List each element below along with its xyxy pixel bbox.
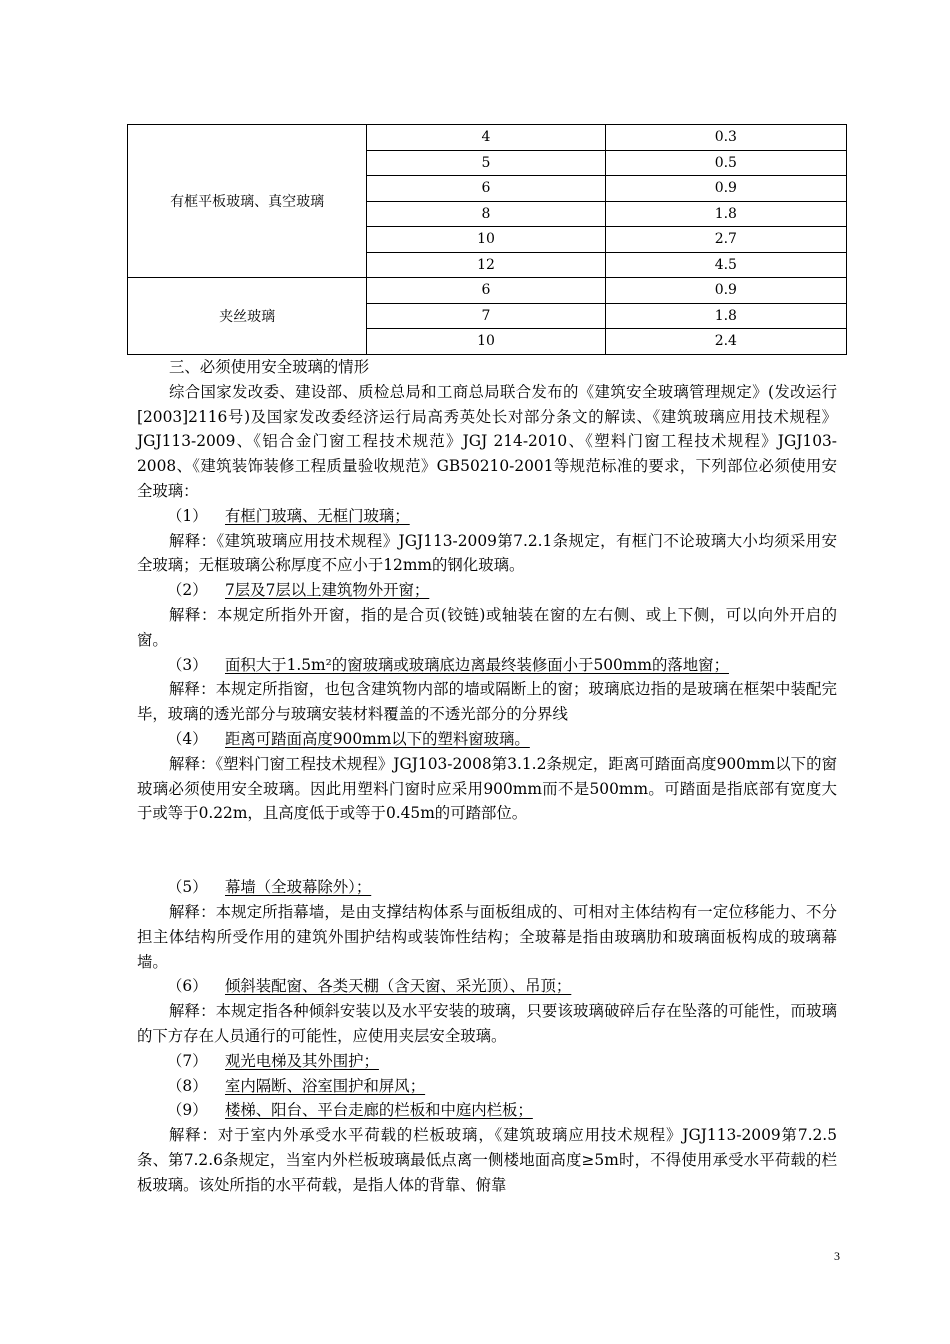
- body-text: [137, 355, 837, 1198]
- thickness-cell: 12: [367, 252, 605, 278]
- item-explanation: 解释：本规定所指窗，也包含建筑物内部的墙或隔断上的窗；玻璃底边指的是玻璃在框架中装配完毕，玻璃的透光部分与玻璃安装材料覆盖的不透光部分的分界线: [137, 680, 837, 724]
- table-category-cell: 夹丝玻璃: [128, 278, 367, 355]
- item-title: 距离可踏面高度900mm以下的塑料窗玻璃。: [225, 729, 530, 748]
- area-cell: 2.7: [605, 227, 846, 253]
- area-cell: 0.3: [605, 125, 846, 151]
- table-category-cell: 有框平板玻璃、真空玻璃: [128, 125, 367, 278]
- intro-paragraph: 综合国家发改委、建设部、质检总局和工商总局联合发布的《建筑安全玻璃管理规定》(发改运行[2003]2116号)及国家发改委经济运行局高秀英处长对部分条文的解读、《建筑玻璃应用技术规程》JGJ113-2009、《铝合金门窗工程技术规范》JGJ 214-2010、《塑料门窗工程技术规程》JGJ103-2008、《建筑装饰装修工程质量验收规范》GB50210-2001等规范标准的要求，下列部位必须使用安全玻璃：: [137, 382, 837, 500]
- thickness-cell: 10: [367, 329, 605, 355]
- list-item: [137, 974, 837, 999]
- item-number: （8）: [167, 1076, 208, 1095]
- area-cell: 0.9: [605, 278, 846, 304]
- thickness-cell: 6: [367, 278, 605, 304]
- thickness-cell: 8: [367, 201, 605, 227]
- item-number: （3）: [167, 655, 208, 674]
- item-title: 面积大于1.5m²的窗玻璃或玻璃底边离最终装修面小于500mm的落地窗；: [225, 655, 729, 674]
- list-item: [137, 1049, 837, 1074]
- area-cell: 0.9: [605, 176, 846, 202]
- item-explanation: 解释：本规定所指外开窗，指的是合页(铰链)或轴装在窗的左右侧、或上下侧，可以向外开启的窗。: [137, 605, 837, 649]
- item-explanation: 解释：本规定所指幕墙，是由支撑结构体系与面板组成的、可相对主体结构有一定位移能力、不分担主体结构所受作用的建筑外围护结构或装饰性结构；全玻幕是指由玻璃肋和玻璃面板构成的玻璃幕墙。: [137, 902, 837, 971]
- item-title: 观光电梯及其外围护；: [225, 1051, 379, 1070]
- list-item: [137, 875, 837, 900]
- area-cell: 1.8: [605, 303, 846, 329]
- list-item: [137, 1098, 837, 1123]
- item-number: （6）: [167, 977, 208, 996]
- list-item: [137, 653, 837, 678]
- item-title: 7层及7层以上建筑物外开窗；: [225, 581, 430, 600]
- table-row: [128, 278, 847, 304]
- item-number: （5）: [167, 878, 208, 897]
- item-number: （4）: [167, 729, 208, 748]
- area-cell: 4.5: [605, 252, 846, 278]
- area-cell: 0.5: [605, 150, 846, 176]
- item-title: 室内隔断、浴室围护和屏风；: [225, 1076, 426, 1095]
- thickness-cell: 4: [367, 125, 605, 151]
- item-title: 楼梯、阳台、平台走廊的栏板和中庭内栏板；: [225, 1101, 533, 1120]
- thickness-cell: 7: [367, 303, 605, 329]
- item-title: 倾斜装配窗、各类天棚（含天窗、采光顶）、吊顶；: [225, 977, 572, 996]
- item-explanation: 解释：《建筑玻璃应用技术规程》JGJ113-2009第7.2.1条规定，有框门不论玻璃大小均须采用安全玻璃；无框玻璃公称厚度不应小于12mm的钢化玻璃。: [137, 531, 837, 575]
- paragraph-gap: [137, 826, 837, 875]
- item-number: （9）: [167, 1101, 208, 1120]
- item-number: （2）: [167, 581, 208, 600]
- thickness-cell: 6: [367, 176, 605, 202]
- section-title: 三、必须使用安全玻璃的情形: [169, 358, 370, 376]
- table-row: [128, 125, 847, 151]
- item-title: 幕墙（全玻幕除外）；: [225, 878, 372, 897]
- item-explanation: 解释：本规定指各种倾斜安装以及水平安装的玻璃，只要该玻璃破碎后存在坠落的可能性，而玻璃的下方存在人员通行的可能性，应使用夹层安全玻璃。: [137, 1002, 837, 1045]
- item-explanation: 解释：《塑料门窗工程技术规程》JGJ103-2008第3.1.2条规定，距离可踏面高度900mm以下的窗玻璃必须使用安全玻璃。因此用塑料门窗时应采用900mm而不是500mm。可踏面是指底部有宽度大于或等于0.22m，且高度低于或等于0.45m的可踏部位。: [137, 754, 837, 823]
- list-item: [137, 504, 837, 529]
- thickness-cell: 10: [367, 227, 605, 253]
- item-number: （7）: [167, 1051, 208, 1070]
- glass-thickness-table: [127, 124, 847, 355]
- item-explanation: 解释：对于室内外承受水平荷载的栏板玻璃，《建筑玻璃应用技术规程》JGJ113-2009第7.2.5条、第7.2.6条规定，当室内外栏板玻璃最低点离一侧楼地面高度≥5m时，不得使用承受水平荷载的栏板玻璃。该处所指的水平荷载，是指人体的背靠、俯靠: [137, 1126, 837, 1194]
- item-number: （1）: [167, 506, 208, 525]
- thickness-cell: 5: [367, 150, 605, 176]
- list-item: [137, 578, 837, 603]
- list-item: [137, 727, 837, 752]
- area-cell: 2.4: [605, 329, 846, 355]
- item-title: 有框门玻璃、无框门玻璃；: [225, 506, 410, 525]
- page-number: 3: [834, 1249, 840, 1263]
- area-cell: 1.8: [605, 201, 846, 227]
- list-item: [137, 1074, 837, 1099]
